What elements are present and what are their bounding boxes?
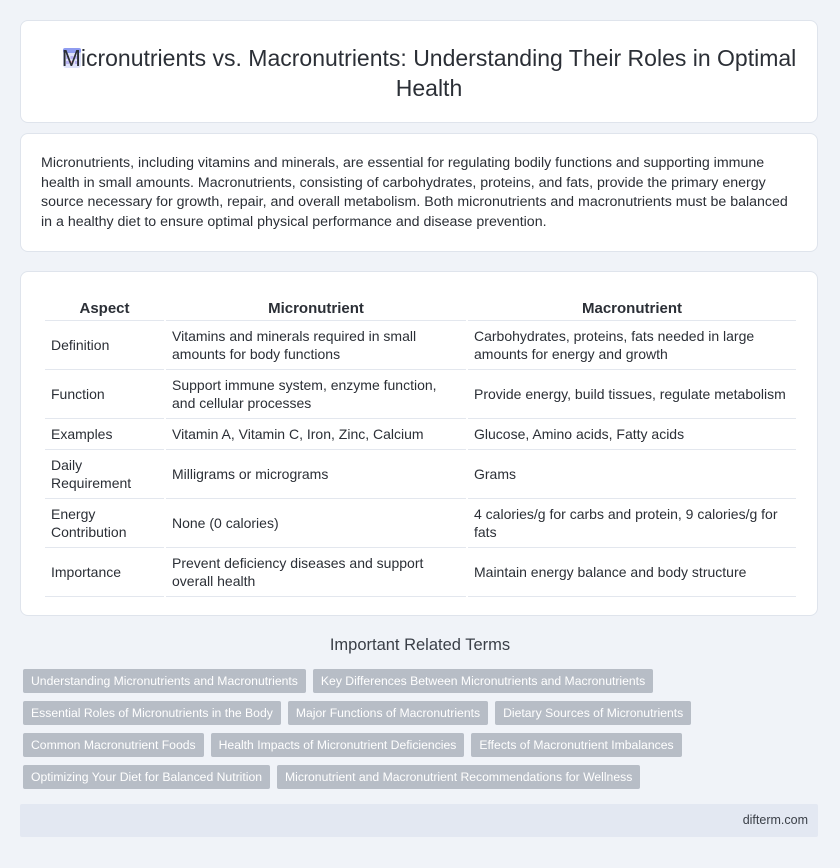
macronutrient-cell: Glucose, Amino acids, Fatty acids [468,419,796,450]
footer [20,804,818,837]
intro-paragraph: Micronutrients, including vitamins and minerals, are essential for regulating bodily functions and supporting immune health in small amounts. Macronutrients, consisting of carbohydrates, proteins, and fats, provide the primary energy source necessary for growth, repair, and overall metabolism. Both micronutrients and macronutrients must be balanced in a healthy diet to ensure optimal physical performance and disease prevention. [41,155,788,230]
column-header-micronutrient: Micronutrient [166,296,466,321]
aspect-cell: Function [45,370,164,419]
related-term-tag[interactable]: Essential Roles of Micronutrients in the Body [23,701,281,725]
micronutrient-cell: Prevent deficiency diseases and support overall health [166,548,466,597]
table-row [45,499,796,548]
related-term-tag[interactable]: Effects of Macronutrient Imbalances [471,733,681,757]
related-term-tag[interactable]: Micronutrient and Macronutrient Recommendations for Wellness [277,765,640,789]
aspect-cell: Definition [45,321,164,370]
related-term-tag[interactable]: Health Impacts of Micronutrient Deficiencies [211,733,465,757]
comparison-table-card [20,271,818,616]
related-term-tag[interactable]: Key Differences Between Micronutrients and Macronutrients [313,669,653,693]
column-header-macronutrient: Macronutrient [468,296,796,321]
related-term-tag[interactable]: Major Functions of Macronutrients [288,701,488,725]
table-header-row [45,296,796,321]
page-title: Micronutrients vs. Macronutrients: Understanding Their Roles in Optimal Health [61,45,797,101]
table-row [45,548,796,597]
site-link[interactable]: difterm.com [742,813,808,827]
column-header-aspect: Aspect [45,296,164,321]
macronutrient-cell: Provide energy, build tissues, regulate metabolism [468,370,796,419]
micronutrient-cell: Milligrams or micrograms [166,450,466,499]
intro-card [20,133,818,252]
aspect-cell: Energy Contribution [45,499,164,548]
table-row [45,370,796,419]
micronutrient-cell: Vitamin A, Vitamin C, Iron, Zinc, Calcium [166,419,466,450]
related-term-tag[interactable]: Optimizing Your Diet for Balanced Nutrition [23,765,270,789]
macronutrient-cell: Maintain energy balance and body structure [468,548,796,597]
comparison-table [43,296,798,597]
related-term-tag[interactable]: Understanding Micronutrients and Macronutrients [23,669,306,693]
table-row [45,321,796,370]
aspect-cell: Daily Requirement [45,450,164,499]
aspect-cell: Importance [45,548,164,597]
related-term-tag[interactable]: Dietary Sources of Micronutrients [495,701,691,725]
macronutrient-cell: Carbohydrates, proteins, fats needed in large amounts for energy and growth [468,321,796,370]
micronutrient-cell: Support immune system, enzyme function, and cellular processes [166,370,466,419]
table-row [45,450,796,499]
macronutrient-cell: Grams [468,450,796,499]
micronutrient-cell: Vitamins and minerals required in small amounts for body functions [166,321,466,370]
aspect-cell: Examples [45,419,164,450]
micronutrient-cell: None (0 calories) [166,499,466,548]
related-terms-heading: Important Related Terms [329,636,511,654]
related-term-tag[interactable]: Common Macronutrient Foods [23,733,204,757]
macronutrient-cell: 4 calories/g for carbs and protein, 9 calories/g for fats [468,499,796,548]
table-row [45,419,796,450]
header-card [20,20,818,123]
related-terms-list [23,669,823,797]
